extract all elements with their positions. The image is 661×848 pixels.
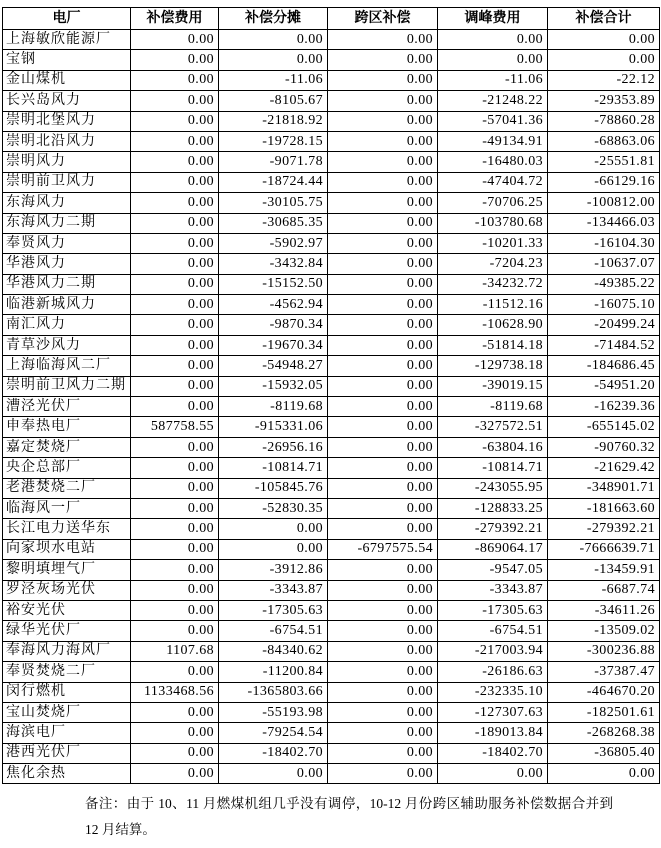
crossregion-compensation-cell: 0.00 bbox=[328, 702, 438, 722]
peak-regulation-fee-cell: -47404.72 bbox=[438, 172, 548, 192]
peak-regulation-fee-cell: -127307.63 bbox=[438, 702, 548, 722]
peak-regulation-fee-cell: -34232.72 bbox=[438, 274, 548, 294]
compensation-total-cell: -268268.38 bbox=[548, 723, 660, 743]
table-row bbox=[3, 295, 660, 315]
compensation-fee-cell: 0.00 bbox=[131, 254, 219, 274]
compensation-fee-cell: 0.00 bbox=[131, 600, 219, 620]
compensation-fee-cell: 0.00 bbox=[131, 315, 219, 335]
column-header-compensation-total: 补偿合计 bbox=[548, 8, 660, 30]
compensation-fee-cell: 1133468.56 bbox=[131, 682, 219, 702]
compensation-total-cell: -29353.89 bbox=[548, 91, 660, 111]
crossregion-compensation-cell: -6797575.54 bbox=[328, 539, 438, 559]
table-row bbox=[3, 702, 660, 722]
compensation-total-cell: -78860.28 bbox=[548, 111, 660, 131]
peak-regulation-fee-cell: -8119.68 bbox=[438, 397, 548, 417]
column-header-plant: 电厂 bbox=[3, 8, 131, 30]
compensation-total-cell: -182501.61 bbox=[548, 702, 660, 722]
compensation-total-cell: 0.00 bbox=[548, 764, 660, 784]
compensation-fee-cell: 0.00 bbox=[131, 437, 219, 457]
plant-name-cell: 黎明填埋气厂 bbox=[3, 560, 131, 580]
plant-name-cell: 金山煤机 bbox=[3, 70, 131, 90]
compensation-share-cell: -55193.98 bbox=[219, 702, 328, 722]
compensation-share-cell: -105845.76 bbox=[219, 478, 328, 498]
plant-name-cell: 崇明前卫风力二期 bbox=[3, 376, 131, 396]
compensation-total-cell: 0.00 bbox=[548, 30, 660, 50]
compensation-share-cell: -54948.27 bbox=[219, 356, 328, 376]
compensation-fee-cell: 0.00 bbox=[131, 478, 219, 498]
compensation-total-cell: -134466.03 bbox=[548, 213, 660, 233]
plant-name-cell: 长兴岛风力 bbox=[3, 91, 131, 111]
table-row bbox=[3, 743, 660, 763]
table-row bbox=[3, 600, 660, 620]
compensation-share-cell: -26956.16 bbox=[219, 437, 328, 457]
crossregion-compensation-cell: 0.00 bbox=[328, 621, 438, 641]
peak-regulation-fee-cell: -10814.71 bbox=[438, 458, 548, 478]
plant-name-cell: 向家坝水电站 bbox=[3, 539, 131, 559]
compensation-fee-cell: 0.00 bbox=[131, 335, 219, 355]
plant-name-cell: 宝钢 bbox=[3, 50, 131, 70]
crossregion-compensation-cell: 0.00 bbox=[328, 274, 438, 294]
footnote: 备注：由于 10、11 月燃煤机组几乎没有调停，10-12 月份跨区辅助服务补偿数据合并到 12 月结算。 bbox=[85, 796, 613, 837]
compensation-share-cell: -21818.92 bbox=[219, 111, 328, 131]
compensation-total-cell: -100812.00 bbox=[548, 193, 660, 213]
crossregion-compensation-cell: 0.00 bbox=[328, 172, 438, 192]
compensation-total-cell: -181663.60 bbox=[548, 498, 660, 518]
table-row bbox=[3, 621, 660, 641]
compensation-fee-cell: 0.00 bbox=[131, 723, 219, 743]
table-row bbox=[3, 274, 660, 294]
compensation-total-cell: -6687.74 bbox=[548, 580, 660, 600]
crossregion-compensation-cell: 0.00 bbox=[328, 254, 438, 274]
compensation-total-cell: -464670.20 bbox=[548, 682, 660, 702]
column-header-crossregion-compensation: 跨区补偿 bbox=[328, 8, 438, 30]
column-header-compensation-fee: 补偿费用 bbox=[131, 8, 219, 30]
table-row bbox=[3, 641, 660, 661]
compensation-total-cell: -16075.10 bbox=[548, 295, 660, 315]
table-row bbox=[3, 376, 660, 396]
crossregion-compensation-cell: 0.00 bbox=[328, 397, 438, 417]
compensation-share-cell: -5902.97 bbox=[219, 233, 328, 253]
compensation-fee-cell: 0.00 bbox=[131, 193, 219, 213]
compensation-total-cell: -21629.42 bbox=[548, 458, 660, 478]
compensation-fee-cell: 0.00 bbox=[131, 764, 219, 784]
compensation-share-cell: -8105.67 bbox=[219, 91, 328, 111]
peak-regulation-fee-cell: -10628.90 bbox=[438, 315, 548, 335]
peak-regulation-fee-cell: 0.00 bbox=[438, 764, 548, 784]
table-row bbox=[3, 662, 660, 682]
compensation-share-cell: -17305.63 bbox=[219, 600, 328, 620]
compensation-total-cell: -10637.07 bbox=[548, 254, 660, 274]
compensation-fee-cell: 0.00 bbox=[131, 30, 219, 50]
plant-name-cell: 罗泾灰场光伏 bbox=[3, 580, 131, 600]
plant-name-cell: 临港新城风力 bbox=[3, 295, 131, 315]
plant-name-cell: 老港焚烧二厂 bbox=[3, 478, 131, 498]
plant-name-cell: 焦化余热 bbox=[3, 764, 131, 784]
crossregion-compensation-cell: 0.00 bbox=[328, 193, 438, 213]
compensation-share-cell: -6754.51 bbox=[219, 621, 328, 641]
compensation-share-cell: -915331.06 bbox=[219, 417, 328, 437]
peak-regulation-fee-cell: -189013.84 bbox=[438, 723, 548, 743]
plant-name-cell: 临海风一厂 bbox=[3, 498, 131, 518]
compensation-total-cell: -16104.30 bbox=[548, 233, 660, 253]
plant-name-cell: 华港风力 bbox=[3, 254, 131, 274]
compensation-share-cell: -8119.68 bbox=[219, 397, 328, 417]
table-row bbox=[3, 580, 660, 600]
compensation-fee-cell: 0.00 bbox=[131, 91, 219, 111]
crossregion-compensation-cell: 0.00 bbox=[328, 498, 438, 518]
compensation-fee-cell: 0.00 bbox=[131, 662, 219, 682]
plant-name-cell: 绿华光伏厂 bbox=[3, 621, 131, 641]
compensation-share-cell: -11200.84 bbox=[219, 662, 328, 682]
compensation-fee-cell: 0.00 bbox=[131, 356, 219, 376]
compensation-share-cell: -3432.84 bbox=[219, 254, 328, 274]
compensation-total-cell: -36805.40 bbox=[548, 743, 660, 763]
compensation-share-cell: -18402.70 bbox=[219, 743, 328, 763]
plant-name-cell: 崇明北堡风力 bbox=[3, 111, 131, 131]
peak-regulation-fee-cell: -11.06 bbox=[438, 70, 548, 90]
crossregion-compensation-cell: 0.00 bbox=[328, 91, 438, 111]
compensation-share-cell: -30105.75 bbox=[219, 193, 328, 213]
compensation-fee-cell: 0.00 bbox=[131, 519, 219, 539]
table-row bbox=[3, 437, 660, 457]
crossregion-compensation-cell: 0.00 bbox=[328, 641, 438, 661]
plant-name-cell: 崇明北沿风力 bbox=[3, 131, 131, 151]
peak-regulation-fee-cell: -128833.25 bbox=[438, 498, 548, 518]
table-row bbox=[3, 397, 660, 417]
peak-regulation-fee-cell: -6754.51 bbox=[438, 621, 548, 641]
crossregion-compensation-cell: 0.00 bbox=[328, 356, 438, 376]
peak-regulation-fee-cell: -39019.15 bbox=[438, 376, 548, 396]
compensation-fee-cell: 587758.55 bbox=[131, 417, 219, 437]
compensation-total-cell: -348901.71 bbox=[548, 478, 660, 498]
peak-regulation-fee-cell: -232335.10 bbox=[438, 682, 548, 702]
peak-regulation-fee-cell: -63804.16 bbox=[438, 437, 548, 457]
compensation-fee-cell: 0.00 bbox=[131, 397, 219, 417]
compensation-fee-cell: 0.00 bbox=[131, 295, 219, 315]
table-row bbox=[3, 152, 660, 172]
table-row bbox=[3, 70, 660, 90]
compensation-fee-cell: 0.00 bbox=[131, 50, 219, 70]
plant-name-cell: 崇明风力 bbox=[3, 152, 131, 172]
compensation-share-cell: 0.00 bbox=[219, 539, 328, 559]
compensation-total-cell: -68863.06 bbox=[548, 131, 660, 151]
compensation-total-cell: -13459.91 bbox=[548, 560, 660, 580]
crossregion-compensation-cell: 0.00 bbox=[328, 111, 438, 131]
table-row bbox=[3, 539, 660, 559]
compensation-share-cell: -9071.78 bbox=[219, 152, 328, 172]
plant-name-cell: 华港风力二期 bbox=[3, 274, 131, 294]
plant-name-cell: 嘉定焚烧厂 bbox=[3, 437, 131, 457]
compensation-fee-cell: 0.00 bbox=[131, 539, 219, 559]
plant-name-cell: 奉贤焚烧二厂 bbox=[3, 662, 131, 682]
peak-regulation-fee-cell: -70706.25 bbox=[438, 193, 548, 213]
compensation-total-cell: -71484.52 bbox=[548, 335, 660, 355]
compensation-share-cell: -18724.44 bbox=[219, 172, 328, 192]
compensation-share-cell: -19670.34 bbox=[219, 335, 328, 355]
crossregion-compensation-cell: 0.00 bbox=[328, 376, 438, 396]
table-row bbox=[3, 111, 660, 131]
table-row bbox=[3, 764, 660, 784]
compensation-share-cell: -19728.15 bbox=[219, 131, 328, 151]
peak-regulation-fee-cell: -57041.36 bbox=[438, 111, 548, 131]
compensation-total-cell: -90760.32 bbox=[548, 437, 660, 457]
peak-regulation-fee-cell: -243055.95 bbox=[438, 478, 548, 498]
compensation-fee-cell: 0.00 bbox=[131, 152, 219, 172]
compensation-share-cell: 0.00 bbox=[219, 764, 328, 784]
compensation-total-cell: -13509.02 bbox=[548, 621, 660, 641]
peak-regulation-fee-cell: -51814.18 bbox=[438, 335, 548, 355]
plant-name-cell: 漕泾光伏厂 bbox=[3, 397, 131, 417]
plant-name-cell: 裕安光伏 bbox=[3, 600, 131, 620]
crossregion-compensation-cell: 0.00 bbox=[328, 437, 438, 457]
peak-regulation-fee-cell: -17305.63 bbox=[438, 600, 548, 620]
plant-name-cell: 申奉热电厂 bbox=[3, 417, 131, 437]
compensation-share-cell: -11.06 bbox=[219, 70, 328, 90]
compensation-share-cell: -84340.62 bbox=[219, 641, 328, 661]
compensation-share-cell: -3343.87 bbox=[219, 580, 328, 600]
crossregion-compensation-cell: 0.00 bbox=[328, 764, 438, 784]
crossregion-compensation-cell: 0.00 bbox=[328, 580, 438, 600]
table-row bbox=[3, 315, 660, 335]
table-row bbox=[3, 50, 660, 70]
peak-regulation-fee-cell: -49134.91 bbox=[438, 131, 548, 151]
plant-name-cell: 奉贤风力 bbox=[3, 233, 131, 253]
plant-name-cell: 闵行燃机 bbox=[3, 682, 131, 702]
compensation-fee-cell: 0.00 bbox=[131, 580, 219, 600]
compensation-fee-cell: 0.00 bbox=[131, 70, 219, 90]
table-row bbox=[3, 356, 660, 376]
compensation-share-cell: 0.00 bbox=[219, 50, 328, 70]
compensation-total-cell: -66129.16 bbox=[548, 172, 660, 192]
compensation-total-cell: 0.00 bbox=[548, 50, 660, 70]
compensation-fee-cell: 0.00 bbox=[131, 560, 219, 580]
table-row bbox=[3, 519, 660, 539]
crossregion-compensation-cell: 0.00 bbox=[328, 417, 438, 437]
compensation-fee-cell: 0.00 bbox=[131, 111, 219, 131]
crossregion-compensation-cell: 0.00 bbox=[328, 458, 438, 478]
compensation-share-cell: -1365803.66 bbox=[219, 682, 328, 702]
plant-name-cell: 长江电力送华东 bbox=[3, 519, 131, 539]
peak-regulation-fee-cell: -103780.68 bbox=[438, 213, 548, 233]
crossregion-compensation-cell: 0.00 bbox=[328, 560, 438, 580]
table-row bbox=[3, 560, 660, 580]
plant-name-cell: 海滨电厂 bbox=[3, 723, 131, 743]
crossregion-compensation-cell: 0.00 bbox=[328, 315, 438, 335]
compensation-total-cell: -7666639.71 bbox=[548, 539, 660, 559]
table-row bbox=[3, 91, 660, 111]
crossregion-compensation-cell: 0.00 bbox=[328, 30, 438, 50]
plant-name-cell: 东海风力 bbox=[3, 193, 131, 213]
peak-regulation-fee-cell: -3343.87 bbox=[438, 580, 548, 600]
table-row bbox=[3, 213, 660, 233]
peak-regulation-fee-cell: -129738.18 bbox=[438, 356, 548, 376]
compensation-fee-cell: 0.00 bbox=[131, 274, 219, 294]
compensation-share-cell: -30685.35 bbox=[219, 213, 328, 233]
compensation-fee-cell: 0.00 bbox=[131, 131, 219, 151]
compensation-total-cell: -25551.81 bbox=[548, 152, 660, 172]
compensation-share-cell: -9870.34 bbox=[219, 315, 328, 335]
crossregion-compensation-cell: 0.00 bbox=[328, 50, 438, 70]
compensation-share-cell: -52830.35 bbox=[219, 498, 328, 518]
compensation-total-cell: -655145.02 bbox=[548, 417, 660, 437]
compensation-share-cell: -15152.50 bbox=[219, 274, 328, 294]
crossregion-compensation-cell: 0.00 bbox=[328, 335, 438, 355]
peak-regulation-fee-cell: -869064.17 bbox=[438, 539, 548, 559]
peak-regulation-fee-cell: -9547.05 bbox=[438, 560, 548, 580]
table-row bbox=[3, 172, 660, 192]
compensation-total-cell: -22.12 bbox=[548, 70, 660, 90]
compensation-total-cell: -16239.36 bbox=[548, 397, 660, 417]
plant-name-cell: 南汇风力 bbox=[3, 315, 131, 335]
compensation-total-cell: -37387.47 bbox=[548, 662, 660, 682]
table-row bbox=[3, 131, 660, 151]
column-header-compensation-share: 补偿分摊 bbox=[219, 8, 328, 30]
compensation-fee-cell: 0.00 bbox=[131, 233, 219, 253]
compensation-fee-cell: 0.00 bbox=[131, 376, 219, 396]
compensation-share-cell: 0.00 bbox=[219, 30, 328, 50]
peak-regulation-fee-cell: -279392.21 bbox=[438, 519, 548, 539]
peak-regulation-fee-cell: -7204.23 bbox=[438, 254, 548, 274]
table-row bbox=[3, 193, 660, 213]
compensation-share-cell: -15932.05 bbox=[219, 376, 328, 396]
compensation-share-cell: -79254.54 bbox=[219, 723, 328, 743]
plant-name-cell: 上海敏欣能源厂 bbox=[3, 30, 131, 50]
compensation-share-cell: -4562.94 bbox=[219, 295, 328, 315]
peak-regulation-fee-cell: -10201.33 bbox=[438, 233, 548, 253]
crossregion-compensation-cell: 0.00 bbox=[328, 723, 438, 743]
plant-name-cell: 青草沙风力 bbox=[3, 335, 131, 355]
table-row bbox=[3, 723, 660, 743]
plant-name-cell: 东海风力二期 bbox=[3, 213, 131, 233]
plant-name-cell: 崇明前卫风力 bbox=[3, 172, 131, 192]
header-row bbox=[3, 8, 660, 30]
compensation-table bbox=[2, 7, 660, 784]
compensation-share-cell: -3912.86 bbox=[219, 560, 328, 580]
plant-name-cell: 奉海风力海风厂 bbox=[3, 641, 131, 661]
compensation-total-cell: -20499.24 bbox=[548, 315, 660, 335]
compensation-total-cell: -300236.88 bbox=[548, 641, 660, 661]
compensation-fee-cell: 0.00 bbox=[131, 743, 219, 763]
crossregion-compensation-cell: 0.00 bbox=[328, 682, 438, 702]
compensation-fee-cell: 0.00 bbox=[131, 498, 219, 518]
crossregion-compensation-cell: 0.00 bbox=[328, 519, 438, 539]
crossregion-compensation-cell: 0.00 bbox=[328, 213, 438, 233]
column-header-peak-regulation-fee: 调峰费用 bbox=[438, 8, 548, 30]
crossregion-compensation-cell: 0.00 bbox=[328, 295, 438, 315]
compensation-share-cell: 0.00 bbox=[219, 519, 328, 539]
plant-name-cell: 上海临海风二厂 bbox=[3, 356, 131, 376]
compensation-fee-cell: 0.00 bbox=[131, 172, 219, 192]
table-row bbox=[3, 417, 660, 437]
compensation-fee-cell: 1107.68 bbox=[131, 641, 219, 661]
table-row bbox=[3, 682, 660, 702]
compensation-fee-cell: 0.00 bbox=[131, 213, 219, 233]
table-row bbox=[3, 478, 660, 498]
table-row bbox=[3, 30, 660, 50]
peak-regulation-fee-cell: -11512.16 bbox=[438, 295, 548, 315]
compensation-total-cell: -279392.21 bbox=[548, 519, 660, 539]
compensation-share-cell: -10814.71 bbox=[219, 458, 328, 478]
table-row bbox=[3, 498, 660, 518]
peak-regulation-fee-cell: -327572.51 bbox=[438, 417, 548, 437]
peak-regulation-fee-cell: 0.00 bbox=[438, 50, 548, 70]
crossregion-compensation-cell: 0.00 bbox=[328, 600, 438, 620]
crossregion-compensation-cell: 0.00 bbox=[328, 662, 438, 682]
plant-name-cell: 央企总部厂 bbox=[3, 458, 131, 478]
crossregion-compensation-cell: 0.00 bbox=[328, 152, 438, 172]
table-row bbox=[3, 233, 660, 253]
plant-name-cell: 港西光伏厂 bbox=[3, 743, 131, 763]
table-row bbox=[3, 335, 660, 355]
compensation-fee-cell: 0.00 bbox=[131, 458, 219, 478]
peak-regulation-fee-cell: -16480.03 bbox=[438, 152, 548, 172]
peak-regulation-fee-cell: -21248.22 bbox=[438, 91, 548, 111]
table-row bbox=[3, 254, 660, 274]
crossregion-compensation-cell: 0.00 bbox=[328, 70, 438, 90]
compensation-fee-cell: 0.00 bbox=[131, 621, 219, 641]
peak-regulation-fee-cell: -18402.70 bbox=[438, 743, 548, 763]
compensation-total-cell: -184686.45 bbox=[548, 356, 660, 376]
compensation-fee-cell: 0.00 bbox=[131, 702, 219, 722]
compensation-total-cell: -49385.22 bbox=[548, 274, 660, 294]
compensation-total-cell: -34611.26 bbox=[548, 600, 660, 620]
peak-regulation-fee-cell: -26186.63 bbox=[438, 662, 548, 682]
crossregion-compensation-cell: 0.00 bbox=[328, 743, 438, 763]
plant-name-cell: 宝山焚烧厂 bbox=[3, 702, 131, 722]
crossregion-compensation-cell: 0.00 bbox=[328, 478, 438, 498]
peak-regulation-fee-cell: 0.00 bbox=[438, 30, 548, 50]
compensation-total-cell: -54951.20 bbox=[548, 376, 660, 396]
table-row bbox=[3, 458, 660, 478]
crossregion-compensation-cell: 0.00 bbox=[328, 233, 438, 253]
crossregion-compensation-cell: 0.00 bbox=[328, 131, 438, 151]
peak-regulation-fee-cell: -217003.94 bbox=[438, 641, 548, 661]
